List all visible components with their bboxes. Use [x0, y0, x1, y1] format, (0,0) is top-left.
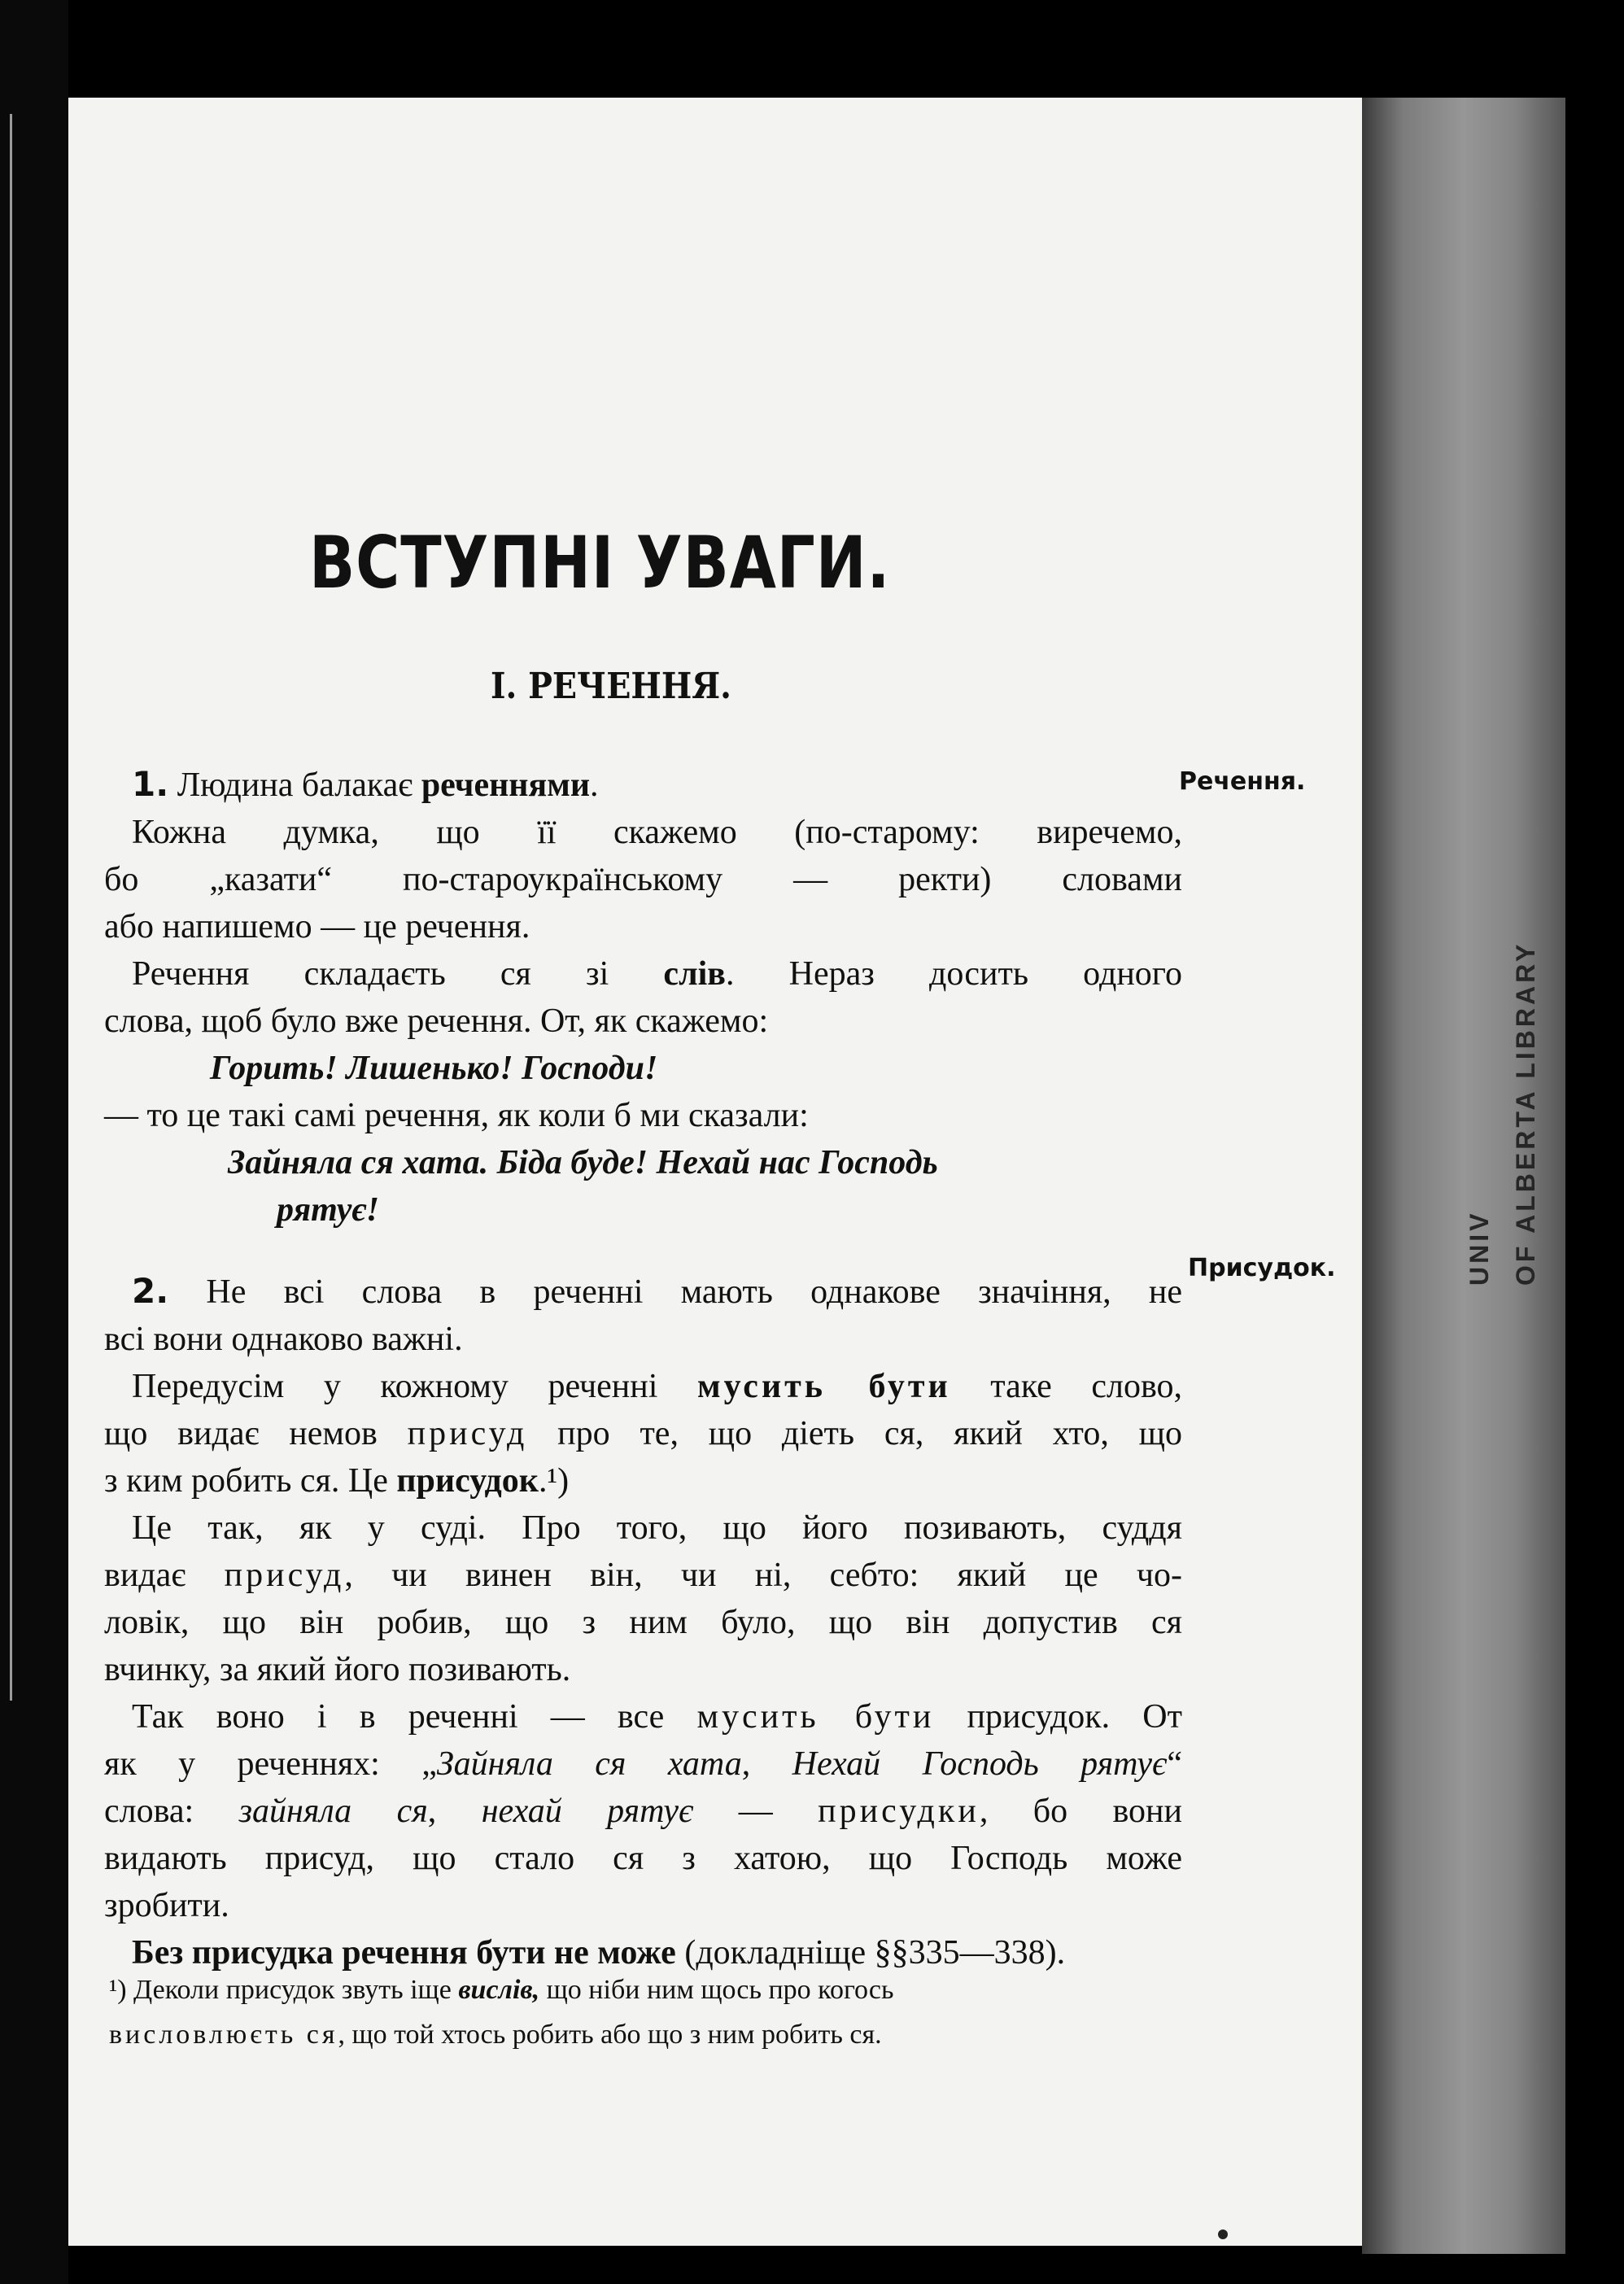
page-mark	[1218, 2229, 1228, 2239]
paragraph-1-line: Кожна думка, що її скажемо (по-старому: виречемо,	[132, 814, 1182, 851]
paragraph-2: Речення складаєть ся зі слів. Нераз досить одного	[132, 955, 1182, 993]
example-line: рятує!	[277, 1191, 380, 1229]
paragraph-1-line: бо „казати“ по-староукраїнському — ректи) словами	[104, 861, 1182, 898]
margin-note-sentence: Речення.	[1179, 767, 1306, 796]
paragraph-4: Передусім у кожному реченні мусить бути таке слово,	[132, 1368, 1183, 1405]
paragraph-1-line: або напишемо — це речення.	[104, 908, 530, 945]
paragraph-6-line: як у реченнях: „Зайняла ся хата, Нехай Господь рятує“	[104, 1745, 1183, 1783]
margin-note-predicate: Присудок.	[1188, 1254, 1336, 1282]
main-text	[104, 761, 1182, 1976]
paragraph-6: Так воно і в реченні — все мусить бути присудок. От	[132, 1698, 1182, 1736]
paragraph-7: Без присудка речення бути не може (докладніще §§335—338).	[132, 1934, 1066, 1972]
paragraph-1: 1. Людина балакає реченнями.	[132, 764, 599, 804]
footnote-line: ¹) Деколи присудок звуть іще вислів, що ніби ним щось про когось	[109, 1975, 894, 2005]
para-number: 1.	[132, 764, 169, 804]
chapter-title: ВСТУПНІ УВАГИ.	[309, 521, 891, 605]
paragraph-5-line: вчинку, за який його позивають.	[104, 1651, 571, 1688]
paragraph-6-line: зробити.	[104, 1887, 229, 1924]
paragraph-2-line: слова, щоб було вже речення. От, як скажемо:	[104, 1002, 769, 1040]
stamp-line-2: OF ALBERTA LIBRARY	[1511, 941, 1540, 1286]
paragraph-3: 2. Не всі слова в реченні мають однакове значіння, не	[132, 1271, 1182, 1311]
para-number: 2.	[132, 1271, 169, 1311]
footnote	[109, 1967, 1183, 2057]
paragraph-5: Це так, як у суді. Про того, що його позивають, суддя	[132, 1509, 1182, 1547]
paragraph-4-line: з ким робить ся. Це присудок.¹)	[104, 1462, 570, 1500]
section-title: І. РЕЧЕННЯ.	[491, 666, 731, 707]
scan-left-edge	[0, 0, 68, 2284]
paragraph-5-line: ловік, що він робив, що з ним було, що він допустив ся	[104, 1604, 1182, 1641]
footnote-line: висловлюєть ся, що той хтось робить або що з ним робить ся.	[109, 2020, 882, 2050]
paragraph-2-line: — то це такі самі речення, як коли б ми сказали:	[104, 1097, 809, 1134]
paragraph-5-line: видає присуд, чи винен він, чи ні, себто: який це чо-	[104, 1557, 1182, 1594]
paragraph-6-line: слова: зайняла ся, нехай рятує — присудки, бо вони	[104, 1793, 1182, 1830]
example-line: Горить! Лишенько! Господи!	[210, 1050, 658, 1087]
paragraph-6-line: видають присуд, що стало ся з хатою, що Господь може	[104, 1840, 1182, 1877]
library-stamp	[1465, 941, 1541, 1286]
paragraph-3-line: всі вони однаково важні.	[104, 1321, 463, 1358]
paragraph-4-line: що видає немов присуд про те, що діеть ся, який хто, що	[104, 1415, 1182, 1452]
stamp-line-1: UNIV	[1465, 1210, 1494, 1286]
example-line: Зайняла ся хата. Біда буде! Нехай нас Господь	[228, 1144, 938, 1181]
